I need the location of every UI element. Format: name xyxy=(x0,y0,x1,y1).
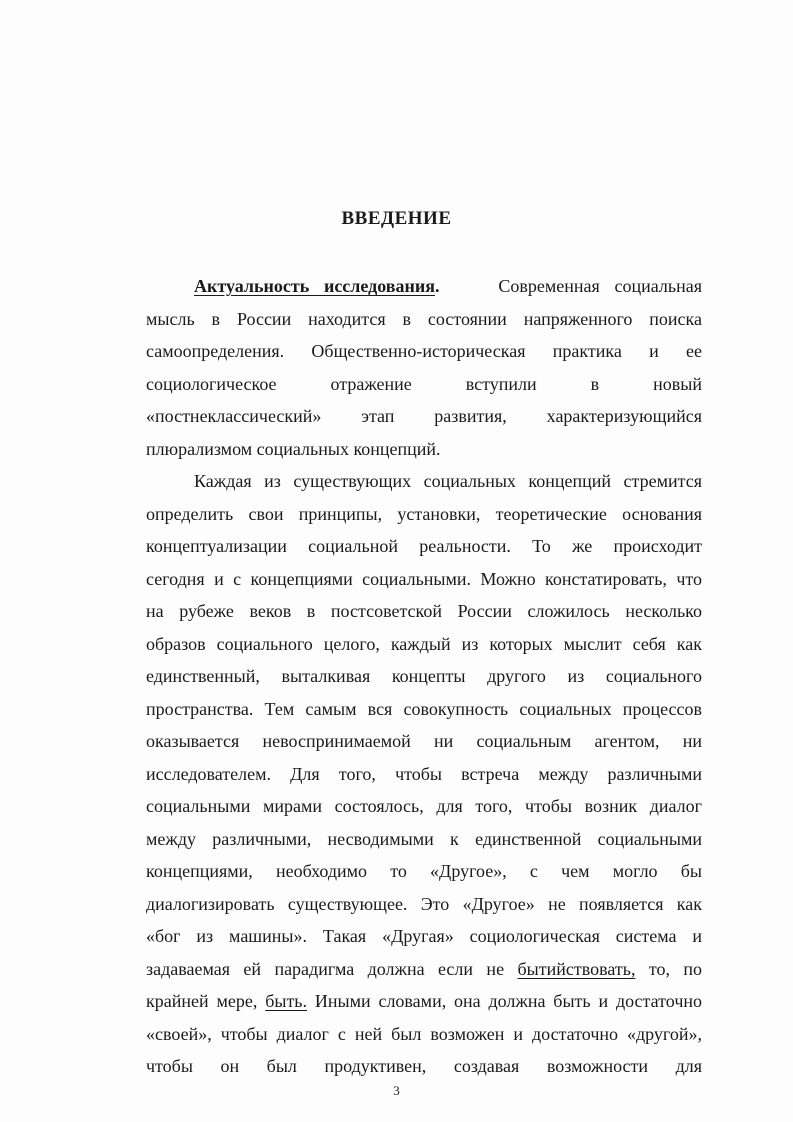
paragraph-2-line-18: «своей», чтобы диалог с ней был возможен и достаточно «другой», xyxy=(146,1023,702,1044)
paragraph-1-line-6: плюрализмом социальных концепций. xyxy=(146,438,441,459)
paragraph-1-line-5: «постнеклассический» этап развития, характеризующийся xyxy=(146,406,702,426)
paragraph-2-line-2: определить свои принципы, установки, теоретические основания xyxy=(146,503,702,524)
page-number: 3 xyxy=(393,1083,400,1098)
paragraph-2-line-4: сегодня и с концепциями социальными. Можно констатировать, что xyxy=(146,568,702,589)
paragraph-2-line-1: Каждая из существующих социальных концепций стремится xyxy=(194,471,702,491)
underlined-word: быть. xyxy=(265,991,308,1011)
paragraph-2-line-11: социальными мирами состоялось, для того, чтобы возник диалог xyxy=(146,796,702,816)
page-title: ВВЕДЕНИЕ xyxy=(341,208,452,229)
paragraph-2-line-7: единственный, выталкивая концепты другого из социального xyxy=(146,666,702,686)
paragraph-2-line-14: диалогизировать существующее. Это «Другое» не появляется как xyxy=(146,893,702,914)
paragraph-1-line-2: мысль в России находится в состоянии напряженного поиска xyxy=(146,308,702,329)
paragraph-2-line-19: чтобы он был продуктивен, создавая возможности для xyxy=(146,1056,702,1076)
paragraph-2-line-17: крайней мере, быть. Иными словами, она должна быть и достаточно xyxy=(146,991,702,1011)
paragraph-2-line-9: оказывается невоспринимаемой ни социальным агентом, ни xyxy=(146,731,702,751)
paragraph-2-line-12: между различными, несводимыми к единственной социальными xyxy=(146,828,702,849)
body-text xyxy=(146,270,702,1083)
paragraph-2-line-16: задаваемая ей парадигма должна если не бытийствовать, то, по xyxy=(146,958,702,979)
underlined-word: бытийствовать, xyxy=(517,958,636,979)
paragraph-2-line-6: образов социального целого, каждый из которых мыслит себя как xyxy=(146,633,702,654)
paragraph-2-line-3: концептуализации социальной реальности. То же происходит xyxy=(146,536,702,556)
paragraph-1-line-1: Актуальность исследования. Современная социальная xyxy=(194,276,702,296)
paragraph-1-line-3: самоопределения. Общественно-историческая практика и ее xyxy=(146,341,702,361)
paragraph-2-line-10: исследователем. Для того, чтобы встреча между различными xyxy=(146,763,702,784)
paragraph-1-line-4: социологическое отражение вступили в новый xyxy=(146,373,702,394)
paragraph-2-line-13: концепциями, необходимо то «Другое», с чем могло бы xyxy=(146,861,702,881)
section-heading: Актуальность исследования xyxy=(194,276,436,296)
paragraph-2-line-15: «бог из машины». Такая «Другая» социологическая система и xyxy=(146,926,702,946)
paragraph-2-line-5: на рубеже веков в постсоветской России сложилось несколько xyxy=(146,601,702,621)
paragraph-2-line-8: пространства. Тем самым вся совокупность социальных процессов xyxy=(146,698,702,719)
